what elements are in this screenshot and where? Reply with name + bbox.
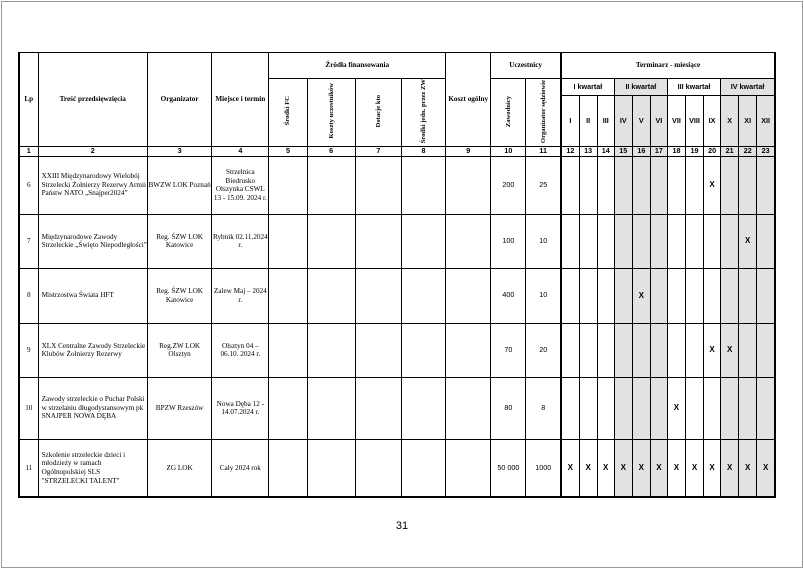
- row-tresc: Szkolenie strzeleckie dzieci i młodzieży w ramach Ogólnopolskiej SLS "STRZELECKI TALENT": [38, 439, 147, 497]
- row-month-8: [685, 377, 703, 439]
- row-month-10: [721, 323, 739, 377]
- row-month-3: [597, 156, 614, 214]
- table-row: [19, 377, 775, 439]
- row-month-1: [561, 439, 579, 497]
- header-month-9: IX: [704, 96, 721, 147]
- header-month-8: VIII: [685, 96, 703, 147]
- row-zrodla-cell: [307, 268, 355, 323]
- row-koszt: [446, 323, 491, 377]
- row-month-1: [561, 268, 579, 323]
- row-sedziowie: 10: [526, 268, 561, 323]
- row-zrodla-cell: [269, 377, 307, 439]
- row-zrodla-cell: [355, 377, 401, 439]
- column-number: 11: [526, 147, 561, 157]
- header-month-5: V: [632, 96, 650, 147]
- header-organizator: Organizator: [147, 53, 211, 147]
- month-mark: X: [638, 290, 644, 300]
- row-miejsce: Cały 2024 rok: [212, 439, 269, 497]
- row-sedziowie: 8: [526, 377, 561, 439]
- row-month-5: [632, 156, 650, 214]
- header-kwartal-2: II kwartał: [614, 79, 667, 96]
- table-row: [19, 439, 775, 497]
- month-mark: X: [745, 236, 751, 246]
- row-sedziowie: 25: [526, 156, 561, 214]
- row-organizator: BPZW Rzeszów: [147, 377, 211, 439]
- row-zrodla-cell: [307, 377, 355, 439]
- row-month-1: [561, 214, 579, 268]
- row-tresc: Mistrzostwa Świata HFT: [38, 268, 147, 323]
- row-month-9: [704, 323, 721, 377]
- row-zrodla-cell: [401, 323, 445, 377]
- row-zawodnicy: 400: [491, 268, 526, 323]
- table-row: [19, 214, 775, 268]
- row-month-6: [650, 439, 667, 497]
- row-koszt: [446, 214, 491, 268]
- row-month-2: [579, 268, 597, 323]
- row-month-11: [739, 439, 757, 497]
- header-month-2: II: [579, 96, 597, 147]
- row-organizator: Reg. ŚZW LOK Katowice: [147, 268, 211, 323]
- row-month-6: [650, 214, 667, 268]
- row-organizator: BWZW LOK Poznań: [147, 156, 211, 214]
- row-month-6: [650, 323, 667, 377]
- row-zrodla-cell: [307, 214, 355, 268]
- events-table: [18, 52, 776, 498]
- row-month-10: [721, 439, 739, 497]
- header-srodki-fc: Środki FC: [269, 79, 307, 147]
- row-organizator: ZG LOK: [147, 439, 211, 497]
- month-mark: X: [620, 463, 626, 473]
- header-miejsce: Miejsce i termin: [212, 53, 269, 147]
- header-dotacje: Dotacje kto: [355, 79, 401, 147]
- row-month-2: [579, 156, 597, 214]
- row-month-7: [667, 377, 685, 439]
- column-number: 16: [632, 147, 650, 157]
- row-month-2: [579, 439, 597, 497]
- row-month-8: [685, 156, 703, 214]
- month-mark: X: [603, 463, 609, 473]
- row-month-5: [632, 439, 650, 497]
- row-miejsce: Olsztyn 04 – 06.10. 2024 r.: [212, 323, 269, 377]
- row-month-1: [561, 156, 579, 214]
- row-month-11: [739, 214, 757, 268]
- row-month-10: [721, 214, 739, 268]
- column-number: 5: [269, 147, 307, 157]
- column-number: 9: [446, 147, 491, 157]
- row-organizator: Reg. ŚZW LOK Katowice: [147, 214, 211, 268]
- row-month-9: [704, 268, 721, 323]
- column-number: 23: [757, 147, 775, 157]
- row-month-9: [704, 214, 721, 268]
- row-month-4: [614, 268, 632, 323]
- row-zrodla-cell: [355, 323, 401, 377]
- column-number: 2: [38, 147, 147, 157]
- row-month-3: [597, 377, 614, 439]
- row-zrodla-cell: [355, 268, 401, 323]
- column-number: 7: [355, 147, 401, 157]
- header-month-3: III: [597, 96, 614, 147]
- row-month-9: [704, 377, 721, 439]
- row-month-12: [757, 439, 775, 497]
- row-zrodla-cell: [307, 323, 355, 377]
- row-month-4: [614, 439, 632, 497]
- header-month-6: VI: [650, 96, 667, 147]
- header-kwartal-4: IV kwartał: [721, 79, 775, 96]
- row-zrodla-cell: [355, 439, 401, 497]
- row-month-10: [721, 268, 739, 323]
- row-zrodla-cell: [355, 156, 401, 214]
- header-tresc: Treść przedsięwzięcia: [38, 53, 147, 147]
- month-mark: X: [726, 345, 733, 355]
- row-month-7: [667, 439, 685, 497]
- row-month-11: [739, 377, 757, 439]
- month-mark: X: [673, 403, 680, 413]
- row-month-5: [632, 323, 650, 377]
- month-mark: X: [762, 463, 769, 473]
- row-month-7: [667, 156, 685, 214]
- row-lp: 10: [19, 377, 38, 439]
- row-zrodla-cell: [355, 214, 401, 268]
- row-month-5: [632, 268, 650, 323]
- row-miejsce: Nowa Dęba 12 - 14.07.2024 r.: [212, 377, 269, 439]
- column-number: 14: [597, 147, 614, 157]
- table-row: [19, 156, 775, 214]
- header-koszty-uczestnikow: Koszty uczestników: [307, 79, 355, 147]
- page-number: 31: [395, 520, 409, 532]
- row-month-4: [614, 377, 632, 439]
- column-number: 15: [614, 147, 632, 157]
- row-month-10: [721, 377, 739, 439]
- row-month-5: [632, 214, 650, 268]
- column-number: 21: [721, 147, 739, 157]
- row-zrodla-cell: [269, 323, 307, 377]
- header-sedziowie: Organizator sędziowie: [526, 79, 561, 147]
- month-mark: X: [638, 463, 644, 473]
- row-month-8: [685, 268, 703, 323]
- table-header: [19, 53, 775, 157]
- row-zrodla-cell: [401, 268, 445, 323]
- month-mark: X: [726, 463, 733, 473]
- row-month-3: [597, 214, 614, 268]
- row-month-9: [704, 439, 721, 497]
- row-zrodla-cell: [307, 439, 355, 497]
- row-month-8: [685, 439, 703, 497]
- month-mark: X: [567, 463, 573, 473]
- row-month-3: [597, 268, 614, 323]
- header-zawodnicy: Zawodnicy: [491, 79, 526, 147]
- row-zrodla-cell: [307, 156, 355, 214]
- header-srodki-jedn: Środki jedn. przez ZW: [401, 79, 445, 147]
- month-mark: X: [673, 463, 680, 473]
- row-lp: 11: [19, 439, 38, 497]
- row-month-6: [650, 268, 667, 323]
- row-month-10: [721, 156, 739, 214]
- row-sedziowie: 10: [526, 214, 561, 268]
- column-number: 6: [307, 147, 355, 157]
- column-number: 12: [561, 147, 579, 157]
- row-zawodnicy: 200: [491, 156, 526, 214]
- month-mark: X: [709, 345, 715, 355]
- header-month-7: VII: [667, 96, 685, 147]
- row-zrodla-cell: [269, 214, 307, 268]
- month-mark: X: [585, 463, 591, 473]
- row-koszt: [446, 377, 491, 439]
- row-month-8: [685, 214, 703, 268]
- row-month-2: [579, 323, 597, 377]
- month-mark: X: [709, 180, 715, 190]
- header-zrodla: Źródła finansowania: [269, 53, 446, 79]
- row-month-12: [757, 214, 775, 268]
- row-lp: 6: [19, 156, 38, 214]
- row-koszt: [446, 268, 491, 323]
- row-koszt: [446, 156, 491, 214]
- month-mark: X: [656, 463, 662, 473]
- row-month-9: [704, 156, 721, 214]
- column-number: 3: [147, 147, 211, 157]
- row-month-12: [757, 323, 775, 377]
- row-lp: 8: [19, 268, 38, 323]
- row-tresc: Międzynarodowe Zawody Strzeleckie „Święto Niepodległości”: [38, 214, 147, 268]
- row-sedziowie: 1000: [526, 439, 561, 497]
- row-zawodnicy: 80: [491, 377, 526, 439]
- row-lp: 9: [19, 323, 38, 377]
- header-month-12: XII: [757, 96, 775, 147]
- header-terminarz: Terminarz - miesiące: [561, 53, 775, 79]
- month-mark: X: [709, 463, 715, 473]
- header-month-4: IV: [614, 96, 632, 147]
- row-zrodla-cell: [269, 156, 307, 214]
- column-number: 4: [212, 147, 269, 157]
- header-uczestnicy: Uczestnicy: [491, 53, 561, 79]
- row-month-12: [757, 268, 775, 323]
- header-month-1: I: [561, 96, 579, 147]
- row-month-4: [614, 156, 632, 214]
- row-zrodla-cell: [269, 439, 307, 497]
- row-miejsce: Rybnik 02.11.2024 r.: [212, 214, 269, 268]
- row-month-1: [561, 377, 579, 439]
- row-month-7: [667, 214, 685, 268]
- row-month-7: [667, 323, 685, 377]
- table-row: [19, 323, 775, 377]
- row-zawodnicy: 50 000: [491, 439, 526, 497]
- row-month-11: [739, 323, 757, 377]
- row-month-7: [667, 268, 685, 323]
- row-month-3: [597, 323, 614, 377]
- row-zrodla-cell: [401, 377, 445, 439]
- row-sedziowie: 20: [526, 323, 561, 377]
- column-number: 17: [650, 147, 667, 157]
- row-zrodla-cell: [401, 156, 445, 214]
- header-koszt: Koszt ogólny: [446, 53, 491, 147]
- row-month-8: [685, 323, 703, 377]
- row-miejsce: Strzelnica Biedrusko Olszynka CSWL 13 - 15.09. 2024 r.: [212, 156, 269, 214]
- row-zrodla-cell: [269, 268, 307, 323]
- row-month-12: [757, 377, 775, 439]
- row-lp: 7: [19, 214, 38, 268]
- row-month-11: [739, 156, 757, 214]
- header-kwartal-1: I kwartał: [561, 79, 614, 96]
- row-zrodla-cell: [401, 439, 445, 497]
- row-month-6: [650, 156, 667, 214]
- row-month-4: [614, 214, 632, 268]
- column-number: 13: [579, 147, 597, 157]
- row-zawodnicy: 100: [491, 214, 526, 268]
- table-body: [19, 156, 775, 497]
- row-month-5: [632, 377, 650, 439]
- row-month-3: [597, 439, 614, 497]
- row-zawodnicy: 70: [491, 323, 526, 377]
- row-koszt: [446, 439, 491, 497]
- row-month-2: [579, 214, 597, 268]
- row-month-11: [739, 268, 757, 323]
- column-number: 18: [667, 147, 685, 157]
- header-month-11: XI: [739, 96, 757, 147]
- column-number: 20: [704, 147, 721, 157]
- row-month-1: [561, 323, 579, 377]
- header-kwartal-3: III kwartał: [667, 79, 720, 96]
- column-number: 22: [739, 147, 757, 157]
- row-month-6: [650, 377, 667, 439]
- row-tresc: XXIII Międzynarodowy Wielobój Strzelecki Żołnierzy Rezerwy Armii Państw NATO „Snajper2024”: [38, 156, 147, 214]
- column-number: 19: [685, 147, 703, 157]
- table-row: [19, 268, 775, 323]
- month-mark: X: [691, 463, 698, 473]
- header-month-10: X: [721, 96, 739, 147]
- row-month-2: [579, 377, 597, 439]
- row-month-4: [614, 323, 632, 377]
- row-miejsce: Zalew Maj – 2024 r.: [212, 268, 269, 323]
- month-mark: X: [745, 463, 751, 473]
- header-lp: Lp: [19, 53, 38, 147]
- column-number: 10: [491, 147, 526, 157]
- row-organizator: Reg.ZW LOK Olsztyn: [147, 323, 211, 377]
- column-number: 8: [401, 147, 445, 157]
- row-month-12: [757, 156, 775, 214]
- row-tresc: Zawody strzeleckie o Puchar Polski w strzelaniu długodystansowym pk SNAJPER NOWA DĘBA: [38, 377, 147, 439]
- column-number: 1: [19, 147, 38, 157]
- row-zrodla-cell: [401, 214, 445, 268]
- row-tresc: XLX Centralne Zawody Strzeleckie Klubów Żołnierzy Rezerwy: [38, 323, 147, 377]
